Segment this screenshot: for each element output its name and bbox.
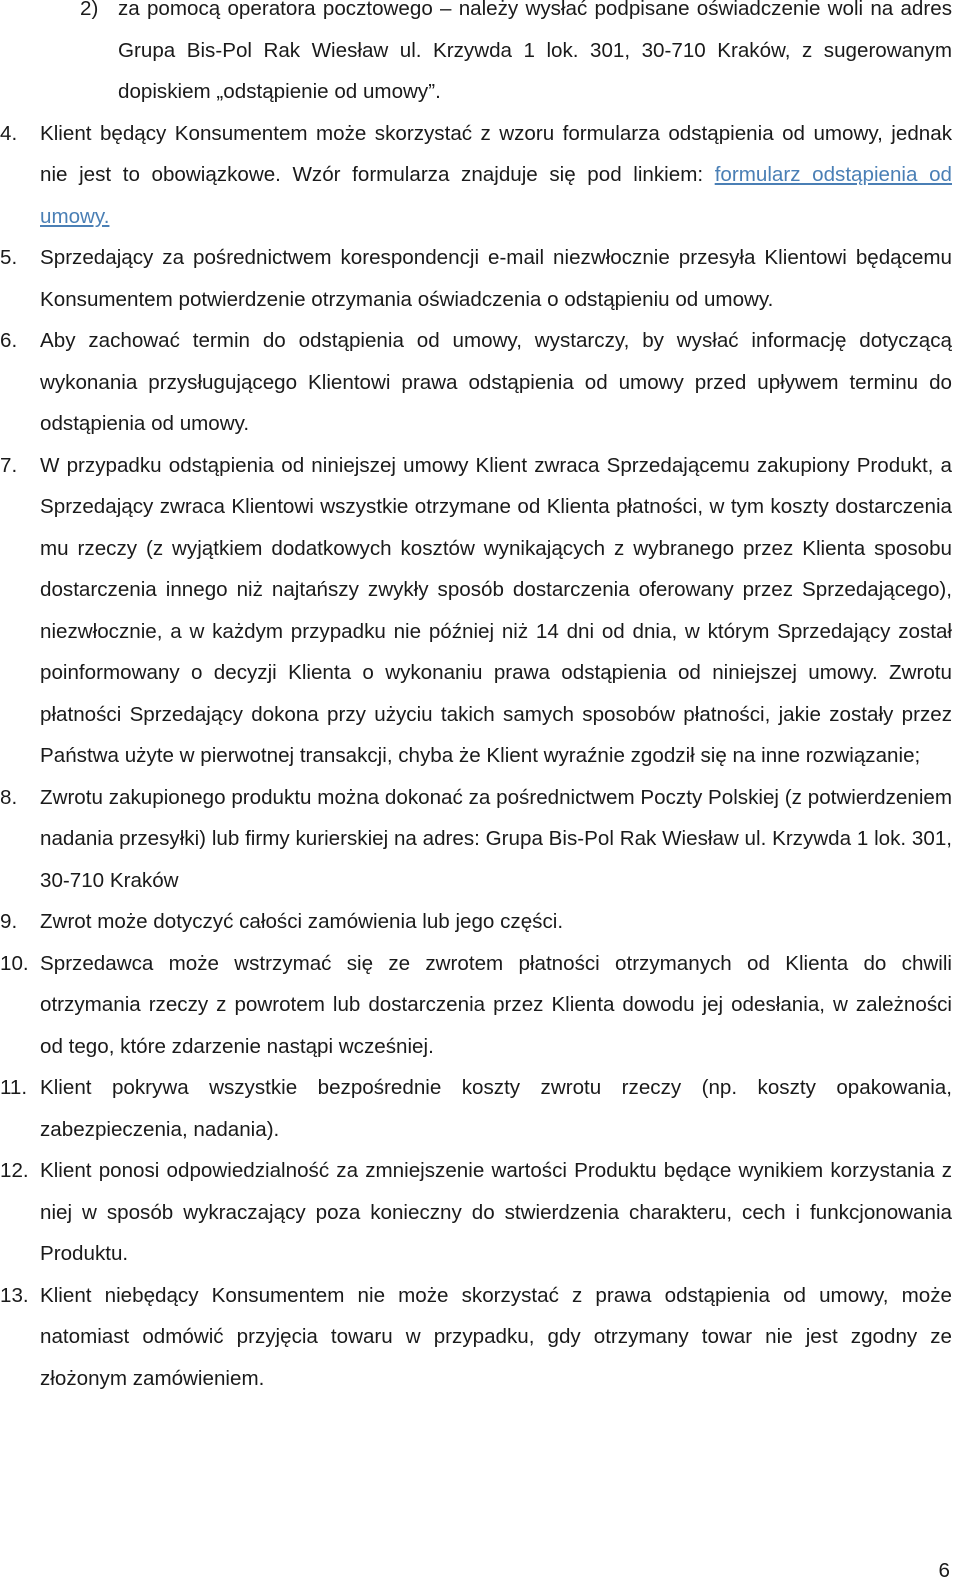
list-item-6 [0,320,960,445]
item-text: Sprzedający za pośrednictwem korespondencji e-mail niezwłocznie przesyła Klientowi będącemu Konsumentem potwierdzenie otrzymania oświadczenia o odstąpieniu od umowy. [40,246,952,311]
item-text: W przypadku odstąpienia od niniejszej umowy Klient zwraca Sprzedającemu zakupiony Produkt, a Sprzedający zwraca Klientowi wszystkie otrzymane od Klienta płatności, w tym koszty dostarczenia mu rzeczy (z wyjątkiem dodatkowych kosztów wynikających z wybranego przez Klienta sposobu dostarczenia innego niż najtańszy zwykły sposób dostarczenia oferowany przez Sprzedającego), niezwłocznie, a w każdym przypadku nie później niż 14 dni od dnia, w którym Sprzedający został poinformowany o decyzji Klienta o wykonaniu prawa odstąpienia od niniejszej umowy. Zwrotu płatności Sprzedający dokona przy użyciu takich samych sposobów płatności, jakie zostały przez Państwa użyte w pierwotnej transakcji, chyba że Klient wyraźnie zgodził się na inne rozwiązanie; [40,453,952,767]
item-text: Aby zachować termin do odstąpienia od umowy, wystarczy, by wysłać informację dotyczącą wykonania przysługującego Klientowi prawa odstąpienia od umowy przed upływem terminu do odstąpienia od umowy. [40,329,952,435]
list-item-7 [0,445,960,777]
item-number: 8. [0,785,18,809]
item-text: Klient niebędący Konsumentem nie może skorzystać z prawa odstąpienia od umowy, może natomiast odmówić przyjęcia towaru w przypadku, gdy otrzymany towar nie jest zgodny ze złożonym zamówieniem. [40,1283,952,1390]
item-number: 10. [0,951,29,975]
item-text-link-intro: Wzór formularza znajduje się pod linkiem: [280,163,715,186]
item-number: 11. [0,1076,28,1099]
list-item-8 [0,777,960,902]
form-withdrawal-link[interactable]: formularz odstąpienia od umowy. [40,163,952,228]
item-number: 12. [0,1159,29,1182]
page-number: 6 [938,1559,950,1582]
list-sub-item-2 [0,0,960,113]
list-item-9 [0,901,960,943]
item-text: Sprzedawca może wstrzymać się ze zwrotem płatności otrzymanych od Klienta do chwili otrzymania rzeczy z powrotem lub dostarczenia przez Klienta dowodu jej odesłania, w zależności od tego, które zdarzenie nastąpi wcześniej. [40,951,952,1058]
item-number: 7. [0,453,18,477]
item-number: 6. [0,329,18,352]
list-item-13 [0,1275,960,1400]
item-number: 9. [0,910,18,933]
item-text: Klient ponosi odpowiedzialność za zmniejszenie wartości Produktu będące wynikiem korzystania z niej w sposób wykraczający poza konieczny do stwierdzenia charakteru, cech i funkcjonowania Produktu. [40,1159,952,1265]
item-text: Zwrotu zakupionego produktu można dokonać za pośrednictwem Poczty Polskiej (z potwierdzeniem nadania przesyłki) lub firmy kurierskiej na adres: Grupa Bis-Pol Rak Wiesław ul. Krzywda 1 lok. 301, 30-710 Kraków [40,785,952,892]
list-item-10 [0,943,960,1068]
item-text [40,113,952,238]
item-number: 4. [0,121,18,145]
list-item-5 [0,237,960,320]
item-text-main: Klient będący Konsumentem może skorzystać z wzoru formularza odstąpienia od umowy, jednak nie jest to obowiązkowe. [40,121,952,186]
list-item-4 [0,113,960,238]
item-text: Zwrot może dotyczyć całości zamówienia lub jego części. [40,910,564,933]
sub-item-text: za pomocą operatora pocztowego – należy wysłać podpisane oświadczenie woli na adres Grupa Bis-Pol Rak Wiesław ul. Krzywda 1 lok. 301, 30-710 Kraków, z sugerowanym dopiskiem „odstąpienie od umowy”. [118,0,952,103]
item-number: 5. [0,246,18,269]
sub-item-number: 2) [80,0,99,20]
list-item-12 [0,1150,960,1275]
item-number: 13. [0,1283,29,1307]
list-item-11 [0,1067,960,1150]
item-text: Klient pokrywa wszystkie bezpośrednie koszty zwrotu rzeczy (np. koszty opakowania, zabezpieczenia, nadania). [40,1076,952,1141]
